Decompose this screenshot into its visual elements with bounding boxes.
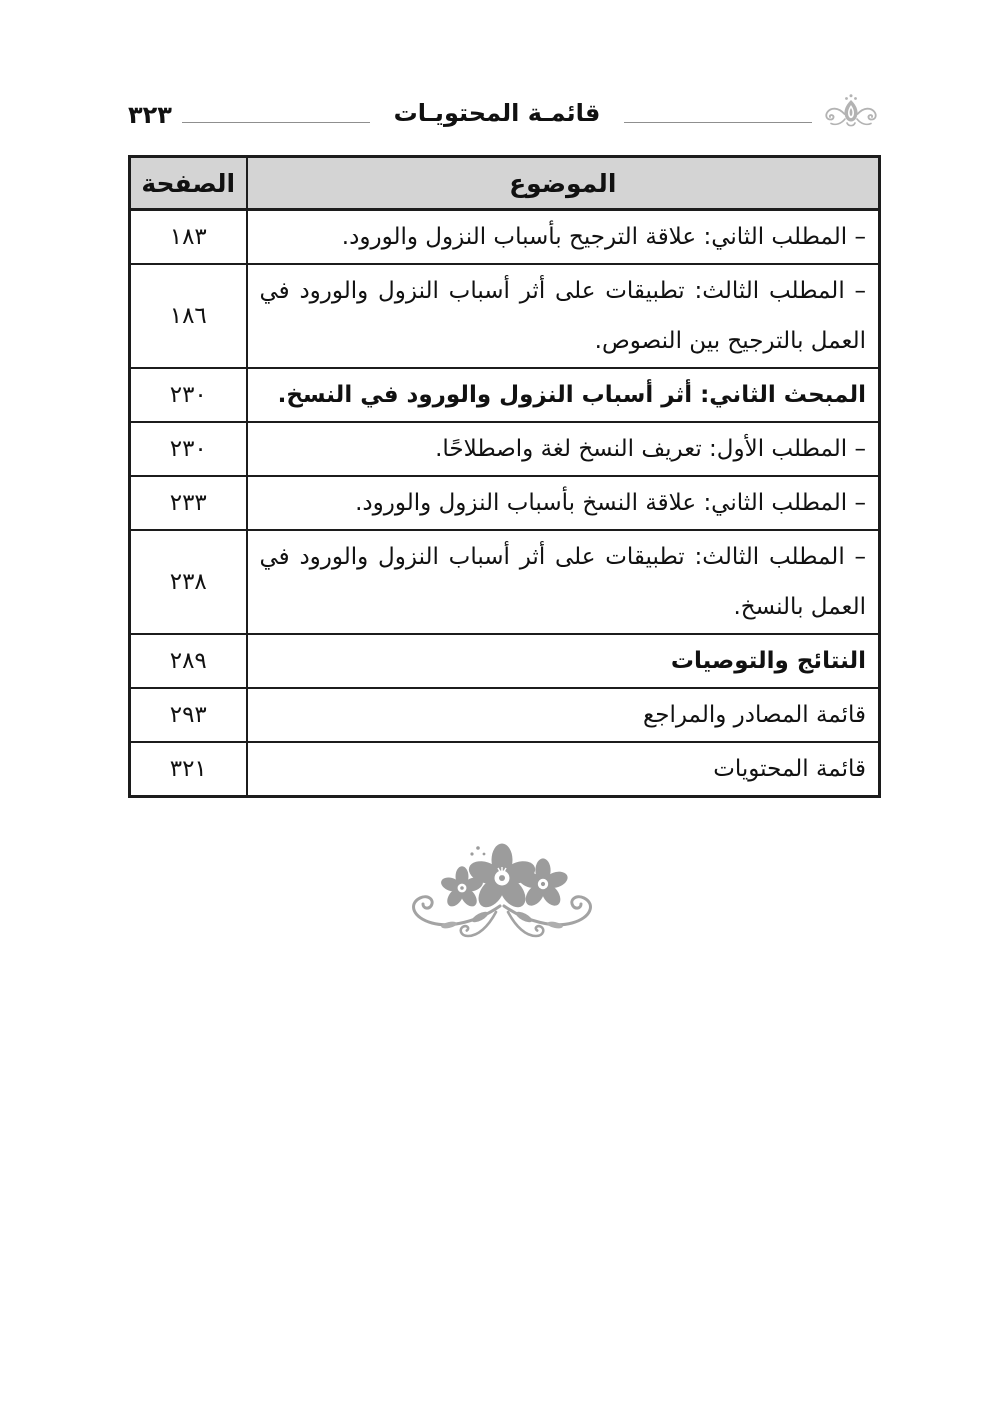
toc-entry-title: المبحث الثاني: أثر أسباب النزول والورود في النسخ. xyxy=(247,368,880,422)
toc-entry-page-number: ٣٢١ xyxy=(130,742,247,797)
toc-entry-page-number: ٢٣٣ xyxy=(130,476,247,530)
toc-entry-title: – المطلب الأول: تعريف النسخ لغة واصطلاحًا. xyxy=(247,422,880,476)
table-row xyxy=(130,530,880,634)
toc-entry-page-number: ٢٩٣ xyxy=(130,688,247,742)
toc-entry-title: النتائج والتوصيات xyxy=(247,634,880,688)
table-header-row xyxy=(130,157,880,210)
floral-flourish-icon xyxy=(0,838,1004,950)
page-number: ٣٢٣ xyxy=(128,101,172,129)
table-row xyxy=(130,634,880,688)
toc-entry-title: – المطلب الثاني: علاقة الترجيح بأسباب النزول والورود. xyxy=(247,210,880,265)
toc-entry-title: – المطلب الثالث: تطبيقات على أثر أسباب النزول والورود في العمل بالنسخ. xyxy=(247,530,880,634)
toc-entry-page-number: ٢٨٩ xyxy=(130,634,247,688)
toc-entry-page-number: ١٨٣ xyxy=(130,210,247,265)
toc-entry-page-number: ٢٣٨ xyxy=(130,530,247,634)
page-title: قائمـة المحتويـات xyxy=(393,99,601,127)
toc-entry-title: – المطلب الثالث: تطبيقات على أثر أسباب النزول والورود في العمل بالترجيح بين النصوص. xyxy=(247,264,880,368)
toc-entry-title: قائمة المحتويات xyxy=(247,742,880,797)
table-row xyxy=(130,210,880,265)
table-row xyxy=(130,422,880,476)
toc-entry-title: – المطلب الثاني: علاقة النسخ بأسباب النزول والورود. xyxy=(247,476,880,530)
table-row xyxy=(130,688,880,742)
header-rule-right xyxy=(624,122,812,123)
table-row xyxy=(130,742,880,797)
contents-table xyxy=(128,155,881,798)
table-row xyxy=(130,368,880,422)
table-row xyxy=(130,264,880,368)
toc-entry-page-number: ١٨٦ xyxy=(130,264,247,368)
page-header xyxy=(128,96,880,138)
arabesque-divider-icon xyxy=(822,93,880,137)
page-column-header: الصفحة xyxy=(130,157,247,210)
table-row xyxy=(130,476,880,530)
toc-entry-title: قائمة المصادر والمراجع xyxy=(247,688,880,742)
toc-entry-page-number: ٢٣٠ xyxy=(130,422,247,476)
toc-entry-page-number: ٢٣٠ xyxy=(130,368,247,422)
subject-column-header: الموضوع xyxy=(247,157,880,210)
header-rule-left xyxy=(182,122,370,123)
